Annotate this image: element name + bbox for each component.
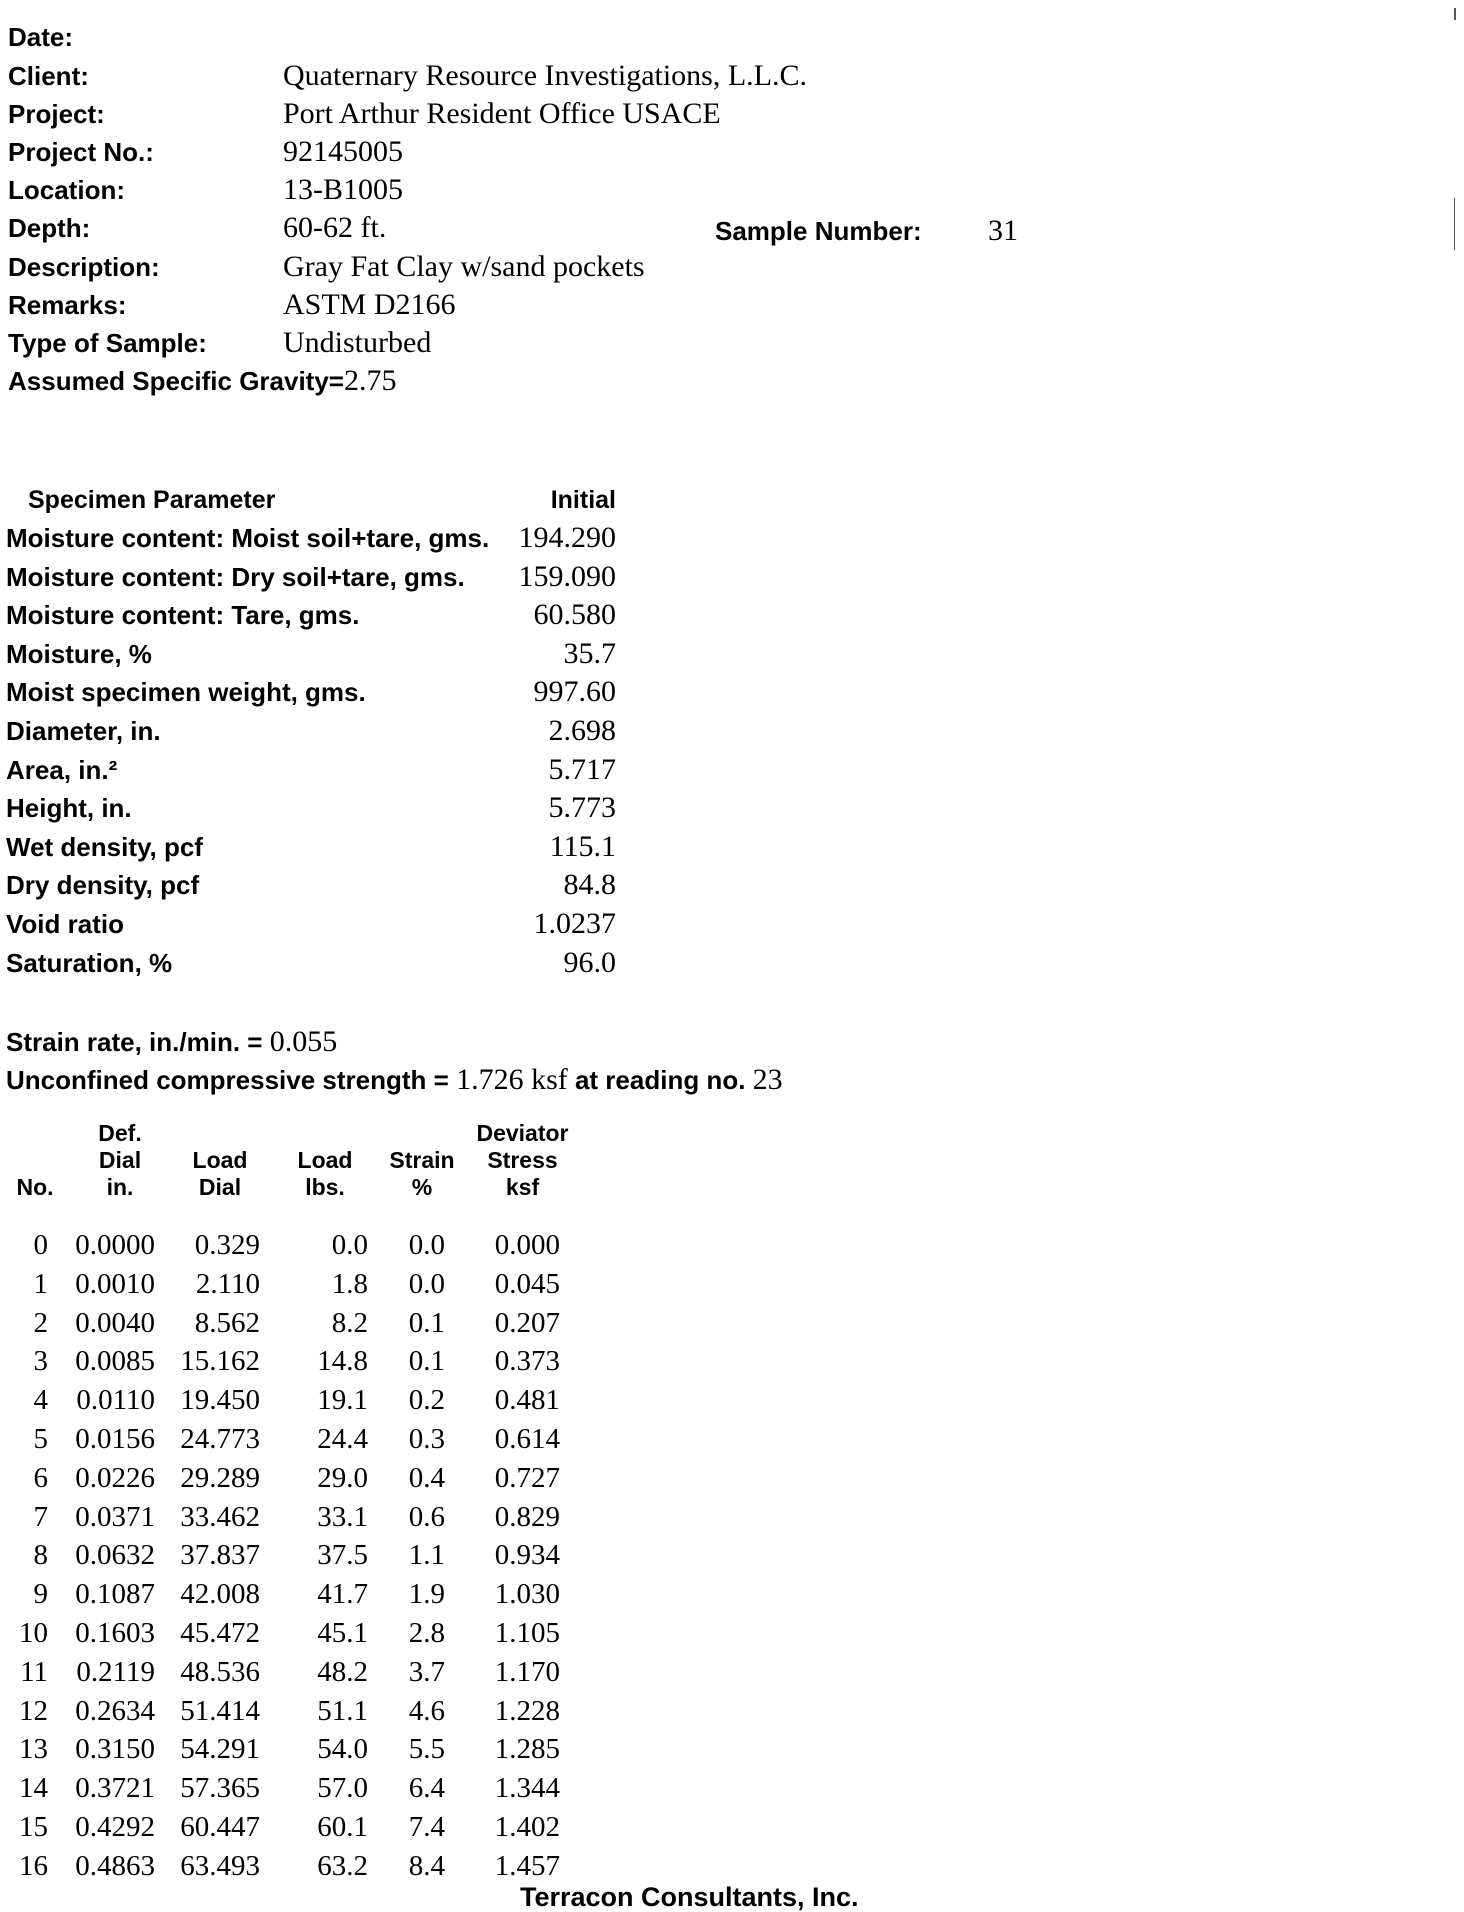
strain-value: 0.6 — [408, 1500, 445, 1533]
strain-value: 2.8 — [408, 1617, 445, 1649]
def-dial-value: 0.0156 — [75, 1423, 155, 1455]
header-no-line: No. — [16, 1174, 54, 1200]
deviator-stress-value: 0.000 — [494, 1229, 560, 1261]
description-label: Description: — [8, 252, 160, 282]
header-def-dial — [80, 1120, 160, 1201]
parameter-value: 115.1 — [549, 829, 616, 863]
load-lbs-value: 19.1 — [317, 1384, 368, 1417]
load-dial-value: 63.493 — [180, 1849, 260, 1882]
strain-value: 1.1 — [408, 1539, 445, 1572]
load-dial-value: 57.365 — [180, 1772, 260, 1805]
def-dial-value: 0.3150 — [75, 1733, 155, 1766]
parameter-value: 997.60 — [533, 675, 616, 709]
specimen-parameter-row — [6, 635, 616, 673]
def-dial-value: 0.2634 — [75, 1694, 155, 1727]
deviator-stress-value: 1.285 — [494, 1733, 560, 1766]
load-dial-value: 0.329 — [194, 1229, 260, 1261]
parameter-label: Dry density, pcf — [6, 870, 200, 901]
strain-rate-label: Strain rate, in./min. = — [6, 1027, 270, 1057]
def-dial-value: 0.0000 — [75, 1229, 155, 1261]
reading-no: 10 — [19, 1617, 48, 1649]
load-dial-value: 54.291 — [180, 1733, 260, 1766]
ucs-value: 1.726 ksf — [456, 1063, 568, 1096]
project-value: Port Arthur Resident Office USACE — [283, 97, 721, 130]
strain-value: 0.1 — [408, 1306, 445, 1339]
reading-no: 14 — [19, 1772, 48, 1805]
project-no-label: Project No.: — [8, 137, 154, 167]
strain-value: 0.0 — [408, 1267, 445, 1300]
strain-value: 3.7 — [408, 1655, 445, 1688]
load-lbs-value: 37.5 — [317, 1539, 368, 1572]
remarks-row — [8, 286, 1408, 324]
project-row — [8, 95, 1408, 133]
type-value: Undisturbed — [283, 326, 432, 359]
strain-value: 8.4 — [408, 1849, 445, 1882]
parameter-label: Moist specimen weight, gms. — [6, 677, 366, 708]
parameter-value: 35.7 — [563, 636, 616, 670]
header-deviator-line: Deviator — [476, 1120, 569, 1146]
header-strain-line: % — [411, 1174, 433, 1200]
location-value: 13-B1005 — [283, 173, 403, 206]
load-lbs-value: 48.2 — [317, 1655, 368, 1688]
reading-no: 2 — [33, 1306, 48, 1339]
reading-no: 5 — [33, 1423, 48, 1455]
load-dial-value: 51.414 — [180, 1694, 260, 1727]
table-row — [0, 1342, 600, 1380]
header-load-dial-line: Load — [192, 1147, 248, 1173]
deviator-stress-value: 1.170 — [494, 1655, 560, 1688]
header-def-dial-line: Def. — [98, 1120, 142, 1146]
parameter-value: 159.090 — [518, 559, 616, 593]
strain-value: 4.6 — [408, 1694, 445, 1727]
deviator-stress-value: 0.481 — [494, 1384, 560, 1417]
load-dial-value: 60.447 — [180, 1811, 260, 1843]
load-lbs-value: 8.2 — [331, 1306, 368, 1339]
header-deviator-line: Stress — [487, 1147, 558, 1173]
reading-no: 6 — [33, 1461, 48, 1494]
header-load-lbs — [285, 1147, 365, 1201]
deviator-stress-value: 0.829 — [494, 1500, 560, 1533]
scan-mark — [1454, 8, 1456, 20]
table-row — [0, 1498, 600, 1536]
specimen-parameter-row — [6, 673, 616, 711]
header-deviator-line: ksf — [505, 1174, 540, 1200]
def-dial-value: 0.3721 — [75, 1772, 155, 1805]
parameter-label: Diameter, in. — [6, 716, 161, 746]
table-row — [0, 1304, 600, 1342]
def-dial-value: 0.0632 — [75, 1539, 155, 1572]
load-dial-value: 37.837 — [180, 1539, 260, 1572]
table-row — [0, 1653, 600, 1691]
parameter-value: 84.8 — [563, 868, 616, 902]
type-row — [8, 324, 1408, 362]
header-load-dial-line: Dial — [198, 1174, 242, 1200]
company-footer: Terracon Consultants, Inc. — [520, 1882, 859, 1912]
deviator-stress-value: 1.228 — [494, 1694, 560, 1727]
table-row — [0, 1730, 600, 1768]
sample-number-value: 31 — [988, 214, 1018, 247]
parameter-value: 60.580 — [533, 598, 616, 632]
reading-no: 8 — [33, 1539, 48, 1572]
client-row — [8, 57, 1408, 95]
ucs-label: Unconfined compressive strength = — [6, 1065, 457, 1095]
load-dial-value: 15.162 — [180, 1345, 260, 1378]
def-dial-value: 0.2119 — [76, 1655, 155, 1688]
header-load-lbs-line: Load — [297, 1147, 353, 1173]
load-lbs-value: 57.0 — [317, 1772, 368, 1805]
location-label: Location: — [8, 175, 125, 205]
gravity-line — [8, 362, 396, 401]
load-lbs-value: 0.0 — [331, 1229, 368, 1261]
strain-value: 5.5 — [408, 1733, 445, 1766]
parameter-value: 5.717 — [548, 752, 616, 786]
header-strain — [382, 1147, 462, 1201]
parameter-label: Moisture content: Moist soil+tare, gms. — [6, 523, 490, 553]
header-no — [10, 1174, 60, 1201]
project-no-value: 92145005 — [283, 135, 403, 168]
reading-no: 16 — [19, 1849, 48, 1882]
table-row — [0, 1575, 600, 1613]
table-row — [0, 1536, 600, 1574]
load-lbs-value: 29.0 — [317, 1461, 368, 1494]
load-dial-value: 29.289 — [180, 1461, 260, 1494]
location-row — [8, 171, 1408, 209]
header-def-dial-line: Dial — [98, 1147, 142, 1173]
load-dial-value: 8.562 — [194, 1306, 260, 1339]
load-lbs-value: 45.1 — [317, 1617, 368, 1649]
parameter-label: Area, in.² — [6, 754, 118, 785]
load-lbs-value: 63.2 — [317, 1849, 368, 1882]
scan-mark — [1454, 198, 1455, 250]
readings-table — [0, 1120, 620, 1880]
reading-no: 3 — [33, 1345, 48, 1378]
specimen-parameter-row — [6, 519, 616, 557]
def-dial-value: 0.0010 — [75, 1267, 155, 1300]
reading-no: 13 — [19, 1733, 48, 1766]
parameter-value: 5.773 — [548, 791, 616, 825]
load-dial-value: 33.462 — [180, 1500, 260, 1533]
table-row — [0, 1769, 600, 1807]
parameter-label: Moisture, % — [6, 638, 152, 669]
table-row — [0, 1459, 600, 1497]
parameter-value: 2.698 — [548, 714, 616, 747]
sample-number-label: Sample Number: — [715, 216, 922, 246]
deviator-stress-value: 0.207 — [494, 1306, 560, 1339]
specimen-parameter-row — [6, 944, 616, 982]
parameter-label: Moisture content: Tare, gms. — [6, 600, 360, 631]
specimen-parameter-heading: Specimen Parameter — [28, 486, 276, 514]
header-strain-line: Strain — [389, 1147, 455, 1173]
specimen-parameter-row — [6, 558, 616, 596]
deviator-stress-value: 1.402 — [494, 1811, 560, 1843]
strain-value: 0.2 — [408, 1384, 445, 1417]
load-dial-value: 19.450 — [180, 1384, 260, 1417]
specimen-parameter-row — [6, 596, 616, 634]
table-row — [0, 1265, 600, 1303]
deviator-stress-value: 1.457 — [494, 1849, 560, 1882]
strain-value: 6.4 — [408, 1772, 445, 1805]
reading-no: 15 — [19, 1811, 48, 1843]
load-lbs-value: 51.1 — [317, 1694, 368, 1727]
specimen-parameter-row — [6, 866, 616, 904]
def-dial-value: 0.0110 — [76, 1384, 155, 1417]
remarks-value: ASTM D2166 — [283, 288, 456, 321]
def-dial-value: 0.0226 — [75, 1461, 155, 1494]
date-label: Date: — [8, 22, 74, 52]
depth-label: Depth: — [8, 213, 91, 243]
specimen-parameter-row — [6, 712, 616, 750]
load-dial-value: 42.008 — [180, 1578, 260, 1611]
type-label: Type of Sample: — [8, 328, 207, 358]
header-load-dial — [180, 1147, 260, 1201]
deviator-stress-value: 1.344 — [494, 1772, 560, 1805]
strain-value: 0.0 — [408, 1229, 445, 1261]
strain-value: 1.9 — [408, 1578, 445, 1611]
reading-label: at reading no. — [567, 1065, 753, 1095]
parameter-label: Wet density, pcf — [6, 831, 203, 862]
strain-rate-line — [6, 1023, 337, 1062]
reading-no: 1 — [33, 1267, 48, 1300]
specimen-heading — [6, 481, 616, 519]
reading-no: 0 — [33, 1229, 48, 1261]
strain-value: 0.1 — [408, 1345, 445, 1378]
load-dial-value: 48.536 — [180, 1655, 260, 1688]
def-dial-value: 0.4863 — [75, 1849, 155, 1882]
parameter-label: Void ratio — [6, 909, 124, 939]
deviator-stress-value: 1.105 — [494, 1617, 560, 1649]
load-lbs-value: 54.0 — [317, 1733, 368, 1766]
specimen-parameter-row — [6, 828, 616, 866]
table-row — [0, 1420, 600, 1458]
strain-value: 7.4 — [408, 1811, 445, 1843]
reading-no: 7 — [33, 1500, 48, 1533]
table-row — [0, 1614, 600, 1652]
def-dial-value: 0.0371 — [75, 1500, 155, 1533]
specimen-parameter-row — [6, 751, 616, 789]
parameter-label: Height, in. — [6, 793, 132, 824]
specimen-parameter-row — [6, 905, 616, 943]
gravity-row — [8, 362, 1408, 400]
ucs-line — [6, 1061, 783, 1100]
load-lbs-value: 60.1 — [317, 1811, 368, 1843]
reading-no: 4 — [33, 1384, 48, 1417]
strain-rate-value: 0.055 — [269, 1025, 338, 1058]
table-row — [0, 1226, 600, 1264]
project-no-row — [8, 133, 1408, 171]
client-value: Quaternary Resource Investigations, L.L.C. — [283, 59, 808, 92]
load-lbs-value: 1.8 — [331, 1267, 368, 1300]
date-row — [8, 18, 1408, 56]
table-row — [0, 1808, 600, 1846]
load-lbs-value: 33.1 — [317, 1500, 368, 1533]
gravity-value: 2.75 — [343, 364, 397, 397]
load-lbs-value: 14.8 — [317, 1345, 368, 1378]
load-dial-value: 2.110 — [195, 1267, 260, 1300]
reading-no: 12 — [19, 1694, 48, 1727]
reading-value: 23 — [752, 1063, 783, 1096]
description-value: Gray Fat Clay w/sand pockets — [283, 250, 645, 283]
deviator-stress-value: 1.030 — [494, 1578, 560, 1611]
parameter-value: 194.290 — [518, 521, 616, 554]
depth-row — [8, 209, 1408, 247]
deviator-stress-value: 0.934 — [494, 1539, 560, 1572]
depth-value: 60-62 ft. — [283, 211, 387, 244]
def-dial-value: 0.1087 — [75, 1578, 155, 1611]
header-def-dial-line: in. — [106, 1174, 134, 1200]
specimen-parameter-row — [6, 789, 616, 827]
strain-value: 0.4 — [408, 1461, 445, 1494]
reading-no: 9 — [33, 1578, 48, 1611]
project-label: Project: — [8, 99, 105, 129]
def-dial-value: 0.0085 — [75, 1345, 155, 1378]
header-load-lbs-line: lbs. — [305, 1174, 345, 1200]
def-dial-value: 0.1603 — [75, 1617, 155, 1649]
strain-value: 0.3 — [408, 1423, 445, 1455]
deviator-stress-value: 0.727 — [494, 1461, 560, 1494]
parameter-value: 96.0 — [563, 945, 616, 979]
deviator-stress-value: 0.045 — [494, 1267, 560, 1300]
remarks-label: Remarks: — [8, 290, 127, 320]
gravity-label: Assumed Specific Gravity= — [8, 366, 344, 396]
parameter-label: Saturation, % — [6, 947, 173, 978]
client-label: Client: — [8, 61, 89, 91]
deviator-stress-value: 0.373 — [494, 1345, 560, 1378]
initial-heading: Initial — [550, 486, 616, 514]
def-dial-value: 0.4292 — [75, 1811, 155, 1843]
table-row — [0, 1847, 600, 1885]
reading-no: 11 — [20, 1655, 48, 1688]
load-dial-value: 24.773 — [180, 1423, 260, 1455]
deviator-stress-value: 0.614 — [494, 1423, 560, 1455]
header-deviator-stress — [470, 1120, 575, 1201]
table-row — [0, 1692, 600, 1730]
description-row — [8, 248, 1408, 286]
table-row — [0, 1381, 600, 1419]
load-dial-value: 45.472 — [180, 1617, 260, 1649]
parameter-value: 1.0237 — [533, 907, 616, 940]
parameter-label: Moisture content: Dry soil+tare, gms. — [6, 561, 465, 592]
load-lbs-value: 24.4 — [317, 1423, 368, 1455]
load-lbs-value: 41.7 — [317, 1578, 368, 1611]
def-dial-value: 0.0040 — [75, 1306, 155, 1339]
